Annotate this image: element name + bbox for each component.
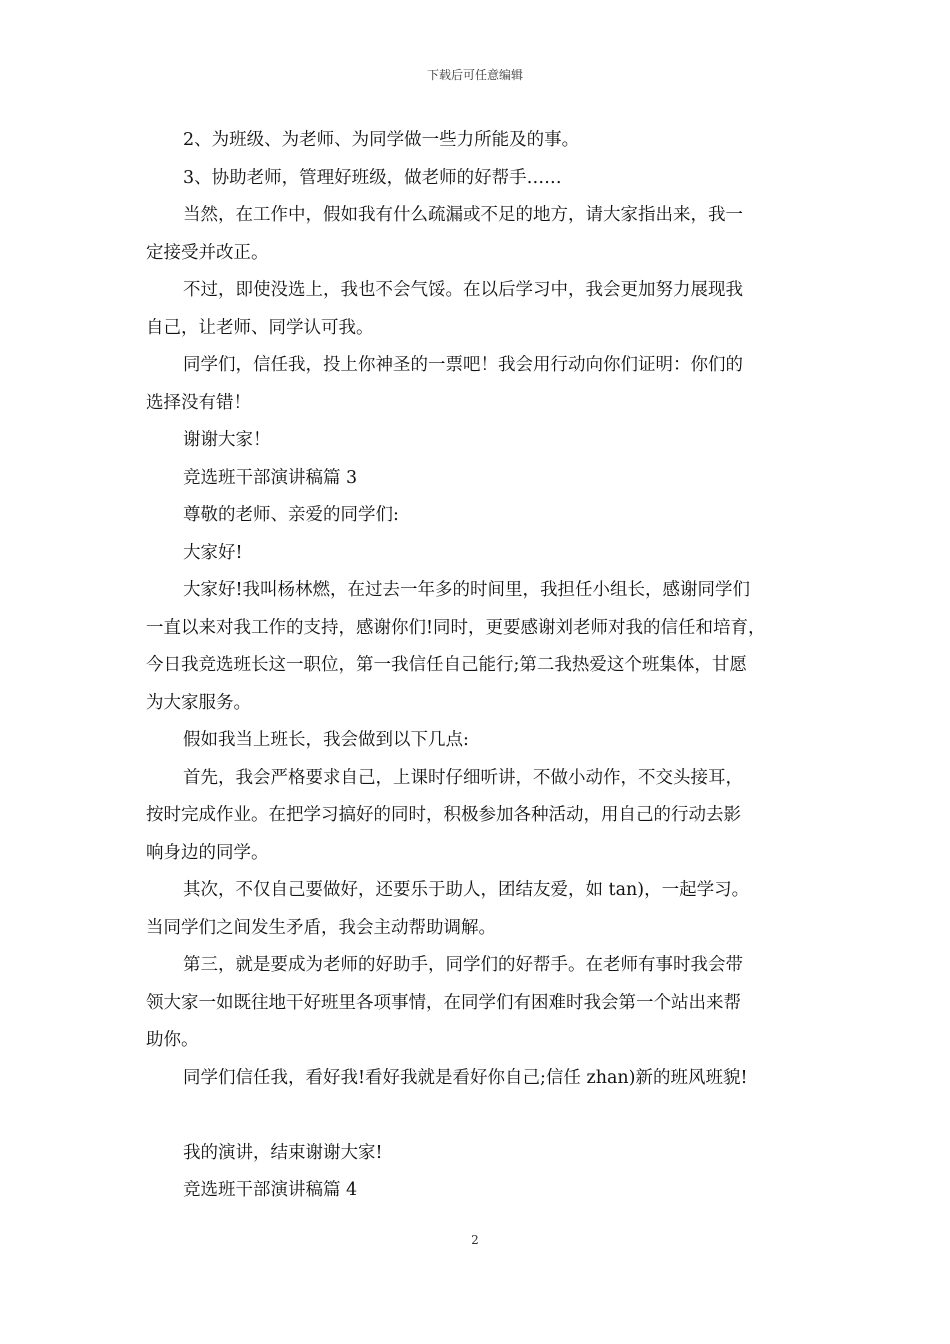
text-line: 尊敬的老师、亲爱的同学们: bbox=[183, 505, 399, 525]
text-line: 同学们信任我，看好我!看好我就是看好你自己;信任 zhan)新的班风班貌! bbox=[183, 1067, 748, 1088]
text-line: 大家好! bbox=[183, 542, 243, 563]
text-line: 响身边的同学。 bbox=[146, 842, 269, 863]
blank-line bbox=[146, 1097, 808, 1135]
paragraph bbox=[146, 872, 808, 947]
text-line: 领大家一如既往地干好班里各项事情，在同学们有困难时我会第一个站出来帮 bbox=[146, 992, 741, 1013]
text-line: 3、协助老师，管理好班级，做老师的好帮手…… bbox=[183, 167, 562, 188]
paragraph bbox=[146, 272, 808, 347]
text-line: 按时完成作业。在把学习搞好的同时，积极参加各种活动，用自己的行动去影 bbox=[146, 805, 741, 825]
text-line: 竞选班干部演讲稿篇 3 bbox=[183, 467, 358, 488]
section-heading bbox=[146, 460, 808, 498]
paragraph bbox=[146, 160, 808, 198]
text-line: 假如我当上班长，我会做到以下几点: bbox=[183, 730, 469, 750]
text-line: 为大家服务。 bbox=[146, 692, 251, 713]
text-line: 我的演讲，结束谢谢大家! bbox=[183, 1142, 383, 1163]
document-body bbox=[146, 122, 808, 1210]
paragraph bbox=[146, 572, 808, 722]
paragraph bbox=[146, 535, 808, 573]
text-line: 竞选班干部演讲稿篇 4 bbox=[183, 1180, 358, 1200]
text-line: 今日我竞选班长这一职位，第一我信任自己能行;第二我热爱这个班集体，甘愿 bbox=[146, 655, 747, 675]
text-line: 大家好!我叫杨林燃，在过去一年多的时间里，我担任小组长，感谢同学们 bbox=[183, 580, 751, 600]
text-line: 当然，在工作中，假如我有什么疏漏或不足的地方，请大家指出来，我一 bbox=[183, 205, 743, 225]
page-header: 下载后可任意编辑 bbox=[426, 68, 523, 82]
paragraph bbox=[146, 347, 808, 422]
text-line: 定接受并改正。 bbox=[146, 242, 269, 263]
paragraph bbox=[146, 947, 808, 1060]
paragraph bbox=[146, 1060, 808, 1098]
text-line: 2、为班级、为老师、为同学做一些力所能及的事。 bbox=[183, 130, 580, 150]
text-line: 当同学们之间发生矛盾，我会主动帮助调解。 bbox=[146, 917, 496, 938]
paragraph bbox=[146, 722, 808, 760]
salutation bbox=[146, 497, 808, 535]
text-line: 自己，让老师、同学认可我。 bbox=[146, 317, 374, 338]
text-line: 选择没有错！ bbox=[146, 392, 251, 413]
paragraph bbox=[146, 422, 808, 460]
text-line: 同学们，信任我，投上你神圣的一票吧！我会用行动向你们证明：你们的 bbox=[183, 355, 743, 375]
section-heading bbox=[146, 1172, 808, 1210]
text-line: 其次，不仅自己要做好，还要乐于助人，团结友爱，如 tan)，一起学习。 bbox=[183, 880, 750, 900]
paragraph bbox=[146, 197, 808, 272]
text-line: 谢谢大家！ bbox=[183, 430, 271, 450]
text-line: 第三，就是要成为老师的好助手，同学们的好帮手。在老师有事时我会带 bbox=[183, 955, 743, 975]
text-line: 首先，我会严格要求自己，上课时仔细听讲，不做小动作，不交头接耳， bbox=[183, 767, 743, 788]
text-line: 不过，即使没选上，我也不会气馁。在以后学习中，我会更加努力展现我 bbox=[183, 280, 743, 300]
paragraph bbox=[146, 1135, 808, 1173]
page-number: 2 bbox=[471, 1233, 479, 1247]
text-line: 一直以来对我工作的支持，感谢你们!同时，更要感谢刘老师对我的信任和培育， bbox=[146, 617, 766, 638]
text-line: 助你。 bbox=[146, 1030, 199, 1050]
paragraph bbox=[146, 122, 808, 160]
paragraph bbox=[146, 760, 808, 873]
